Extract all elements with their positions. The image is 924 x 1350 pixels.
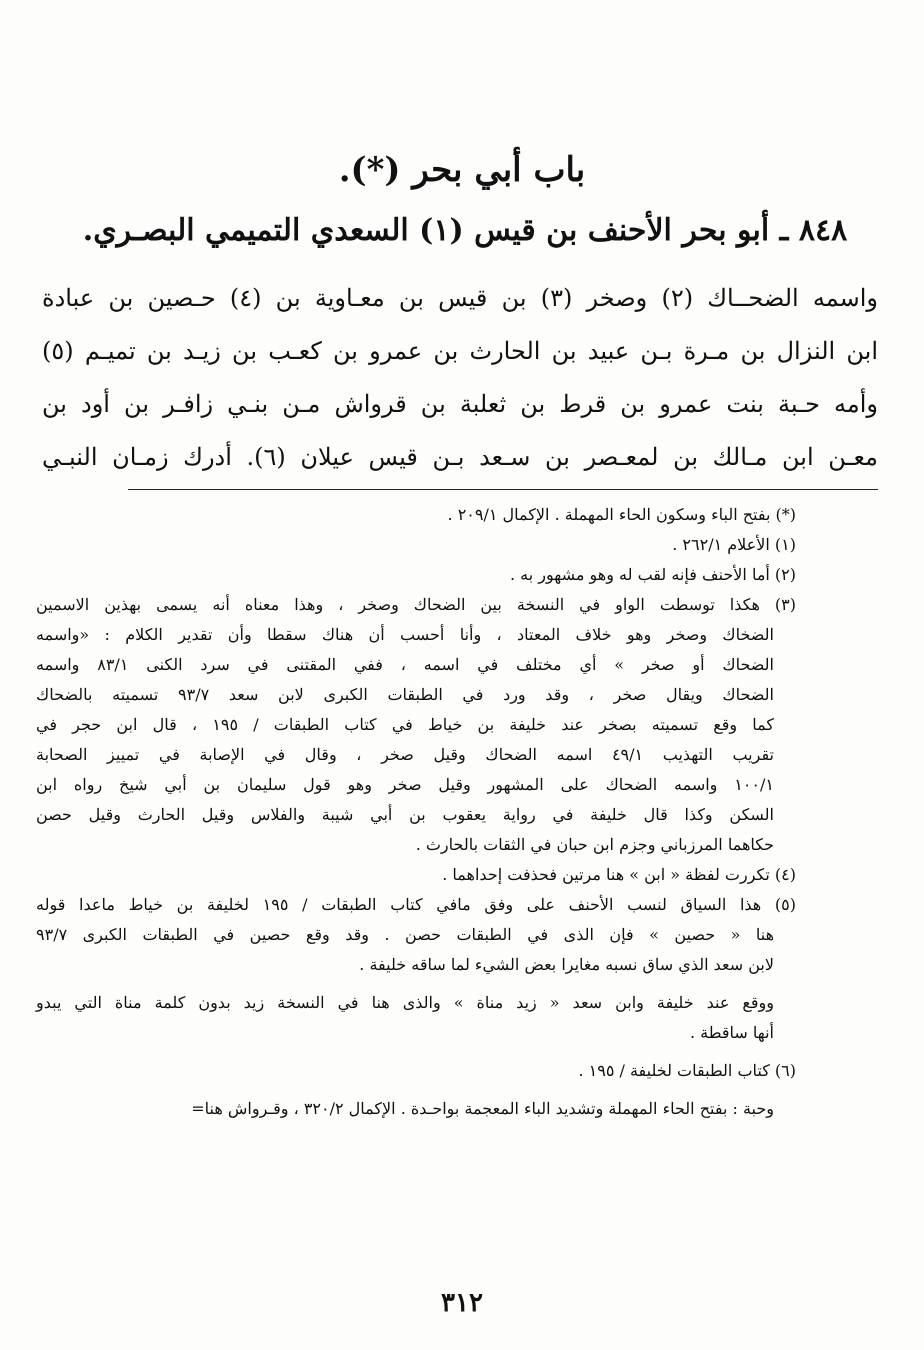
footnote-line: حكاهما المرزباني وجزم ابن حبان في الثقات بالحارث . bbox=[415, 835, 774, 854]
footnote-line: ووقع عند خليفة وابن سعد « زيد مناة » والذى هنا في النسخة زيد بدون كلمة مناة التي يبدو bbox=[36, 993, 774, 1012]
footnote-4: (٤) تكررت لفظة « ابن » هنا مرتين فحذفت إحداهما . bbox=[442, 865, 796, 884]
footnote-line: أنها ساقطة . bbox=[689, 1023, 774, 1042]
footnotes bbox=[36, 500, 796, 1124]
footnote-star: (*) بفتح الباء وسكون الحاء المهملة . الإكمال ٢٠٩/١ . bbox=[447, 505, 796, 524]
footnote-line: الضخاك وصخر وهو خلاف المعتاد ، وأنا أحسب أن هناك سقطا وأن تقدير الكلام : «واسمه bbox=[36, 625, 775, 644]
footnote-line: ١٠٠/١ واسمه الضحاك على المشهور وقيل صخر وهو قول سليمان بن أبي شيخ رواه ابن bbox=[36, 775, 774, 794]
footnote-line: (٣) هكذا توسطت الواو في النسخة بين الضحاك وصخر ، وهذا معناه أنه يسمى بهذين الاسمين bbox=[36, 595, 797, 614]
footnote-line: لابن سعد الذي ساق نسبه مغايرا بعض الشيء لما ساقه خليفة . bbox=[359, 955, 774, 974]
footnote-line: الضحاك ويقال صخر ، وقد ورد في الطبقات الكبرى لابن سعد ٩٣/٧ تسميته بالضحاك bbox=[36, 685, 775, 704]
footnote-separator bbox=[128, 489, 878, 490]
main-text-line: وأمه حـبة بنت عمرو بن قرط بن ثعلبة بن قرواش مـن بنـي زافـر بن أود بن bbox=[42, 390, 878, 418]
page-number: ٣١٢ bbox=[441, 1288, 483, 1318]
chapter-title: باب أبي بحر (*). bbox=[338, 150, 586, 190]
footnote-2: (٢) أما الأحنف فإنه لقب له وهو مشهور به . bbox=[509, 565, 796, 584]
footnote-7: وحبة : بفتح الحاء المهملة وتشديد الباء المعجمة بواحـدة . الإكمال ٣٢٠/٢ ، وقـرواش هنا= bbox=[191, 1099, 774, 1118]
footnote-line: تقريب التهذيب ٤٩/١ اسمه الضحاك وقيل صخر ، وقال في الإصابة في تمييز الصحابة bbox=[36, 745, 774, 764]
entry-heading: ٨٤٨ ـ أبو بحر الأحنف بن قيس (١) السعدي التميمي البصـري. bbox=[82, 213, 848, 248]
footnote-line: هنا « حصين » فإن الذى في الطبقات حصن . وقد وقع حصين في الطبقات الكبرى ٩٣/٧ bbox=[36, 925, 774, 944]
main-text-line: معـن ابن مـالك بن لمعـصر بن سـعد بـن قيس عيلان (٦). أدرك زمـان النبـي bbox=[42, 443, 878, 471]
footnote-1: (١) الأعلام ٢٦٢/١ . bbox=[672, 535, 796, 554]
main-text-line: ابن النزال بن مـرة بـن عبيد بن الحارث بن عمرو بن كعـب بن زيـد بن تميـم (٥) bbox=[42, 337, 878, 365]
footnote-line: السكن وكذا قال خليفة في رواية يعقوب بن أبي شيبة والفلاس وقيل الحارث وقيل حصن bbox=[36, 805, 774, 824]
main-text-line: واسمه الضحــاك (٢) وصخر (٣) بن قيس بن معـاوية بن (٤) حـصين بن عبادة bbox=[42, 284, 879, 312]
footnote-line: الضحاك أو صخر » أي مختلف في اسمه ، ففي المقتنى في سرد الكنى ٨٣/١ واسمه bbox=[36, 655, 774, 674]
footnote-line: (٥) هذا السياق لنسب الأحنف على وفق مافي كتاب الطبقات / ١٩٥ لخليفة بن خياط ماعدا قوله bbox=[36, 895, 797, 914]
footnote-3 bbox=[36, 590, 796, 860]
footnote-6: (٦) كتاب الطبقات لخليفة / ١٩٥ . bbox=[578, 1061, 796, 1080]
footnote-line: كما وقع تسميته بصخر عند خليفة بن خياط في كتاب الطبقات / ١٩٥ ، قال ابن حجر في bbox=[36, 715, 774, 734]
footnote-5 bbox=[36, 890, 796, 1048]
main-text bbox=[42, 272, 878, 484]
